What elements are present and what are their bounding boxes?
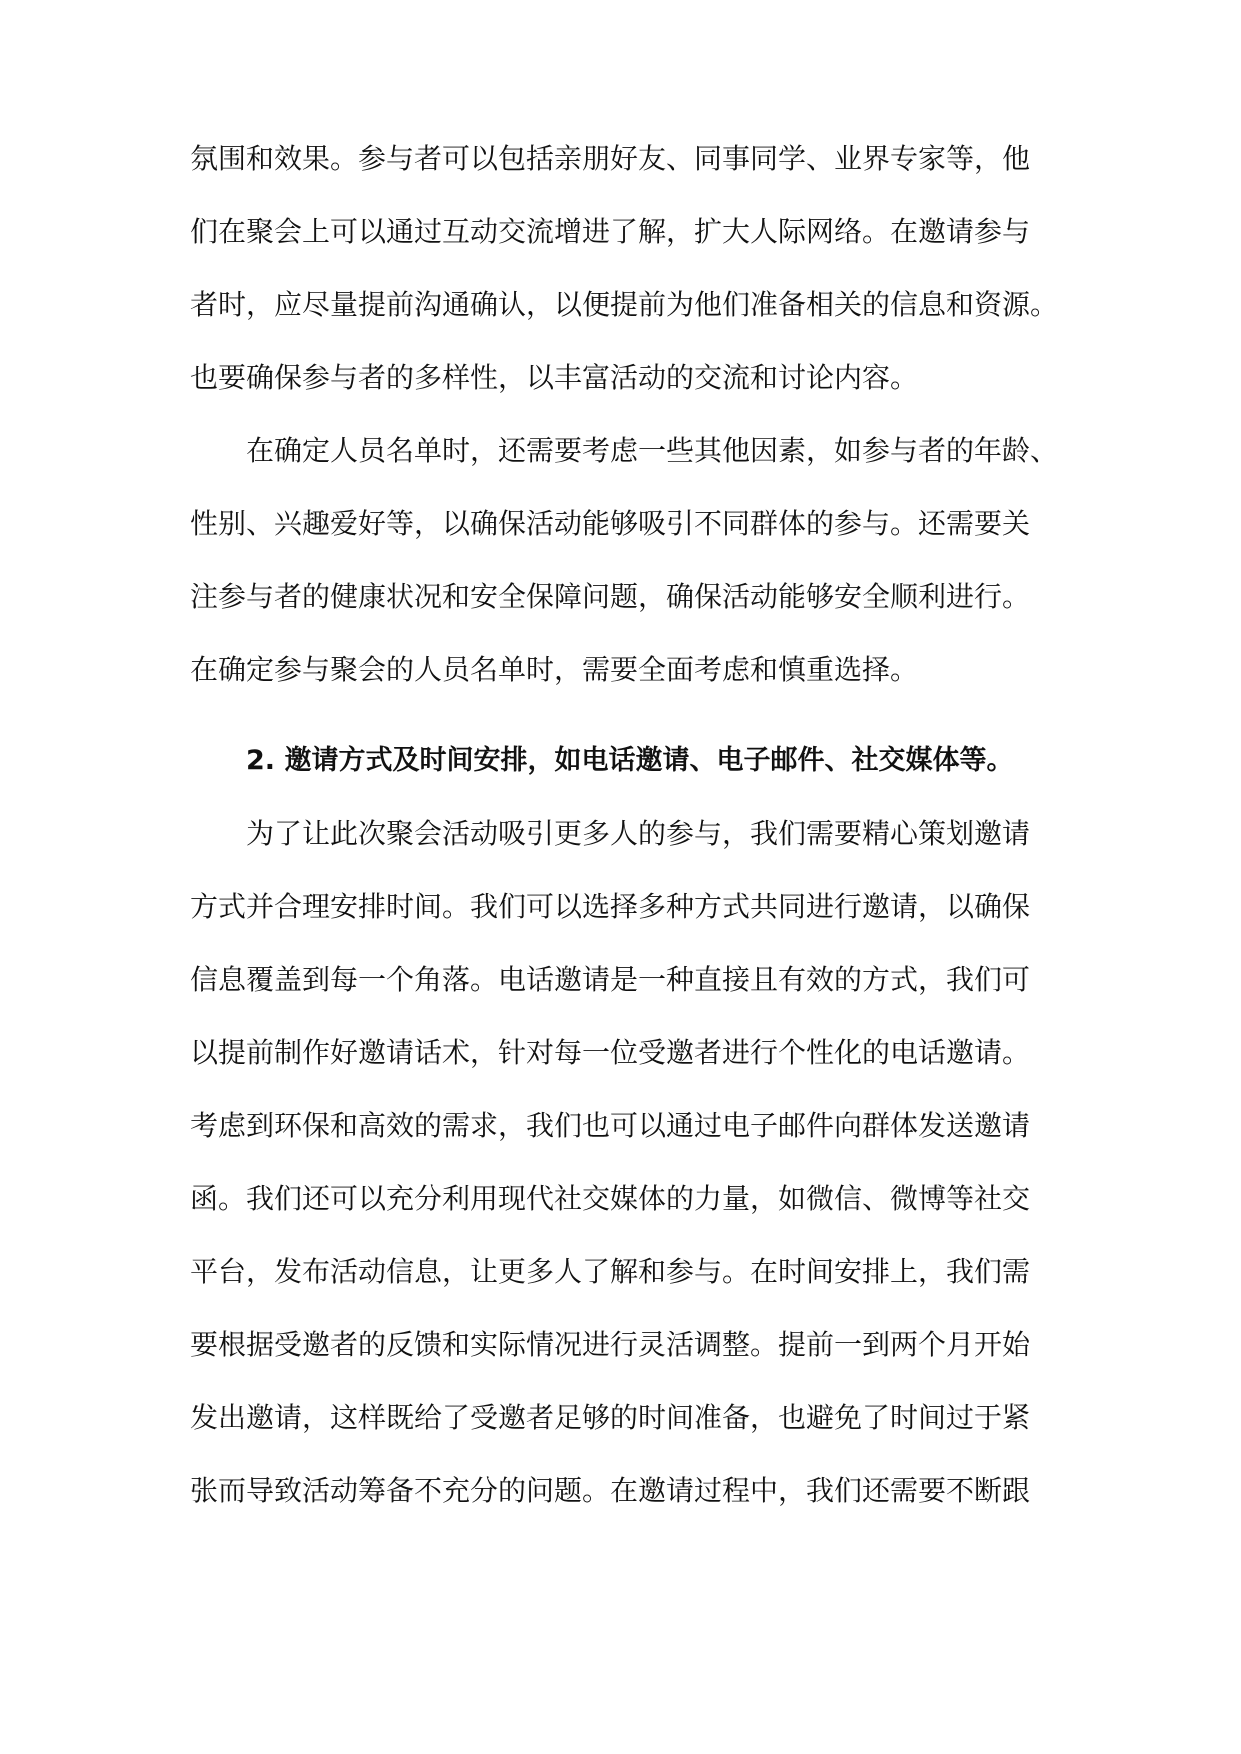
paragraph-line: 要根据受邀者的反馈和实际情况进行灵活调整。提前一到两个月开始 (190, 1328, 1031, 1361)
paragraph-line: 注参与者的健康状况和安全保障问题，确保活动能够安全顺利进行。 (190, 580, 1031, 613)
paragraph-line: 也要确保参与者的多样性，以丰富活动的交流和讨论内容。 (190, 361, 919, 394)
paragraph-line: 为了让此次聚会活动吸引更多人的参与，我们需要精心策划邀请 (246, 817, 1031, 850)
paragraph-line: 函。我们还可以充分利用现代社交媒体的力量，如微信、微博等社交 (190, 1182, 1031, 1215)
paragraph-line: 氛围和效果。参与者可以包括亲朋好友、同事同学、业界专家等，他 (190, 142, 1031, 175)
paragraph-line: 在确定人员名单时，还需要考虑一些其他因素，如参与者的年龄、 (246, 434, 1059, 467)
paragraph-line: 在确定参与聚会的人员名单时，需要全面考虑和慎重选择。 (190, 653, 919, 686)
paragraph-line: 发出邀请，这样既给了受邀者足够的时间准备，也避免了时间过于紧 (190, 1401, 1031, 1434)
paragraph-line: 考虑到环保和高效的需求，我们也可以通过电子邮件向群体发送邀请 (190, 1109, 1031, 1142)
section-heading: 2. 邀请方式及时间安排，如电话邀请、电子邮件、社交媒体等。 (246, 745, 1014, 776)
paragraph-line: 以提前制作好邀请话术，针对每一位受邀者进行个性化的电话邀请。 (190, 1036, 1031, 1069)
paragraph-line: 平台，发布活动信息，让更多人了解和参与。在时间安排上，我们需 (190, 1255, 1031, 1288)
paragraph-line: 们在聚会上可以通过互动交流增进了解，扩大人际网络。在邀请参与 (190, 215, 1031, 248)
document-body (190, 141, 1060, 1509)
paragraph-line: 者时，应尽量提前沟通确认，以便提前为他们准备相关的信息和资源。 (190, 288, 1059, 321)
paragraph-line: 性别、兴趣爱好等，以确保活动能够吸引不同群体的参与。还需要关 (190, 507, 1031, 540)
paragraph-line: 方式并合理安排时间。我们可以选择多种方式共同进行邀请，以确保 (190, 890, 1031, 923)
paragraph-line: 信息覆盖到每一个角落。电话邀请是一种直接且有效的方式，我们可 (190, 963, 1031, 996)
paragraph-line: 张而导致活动筹备不充分的问题。在邀请过程中，我们还需要不断跟 (190, 1474, 1031, 1507)
